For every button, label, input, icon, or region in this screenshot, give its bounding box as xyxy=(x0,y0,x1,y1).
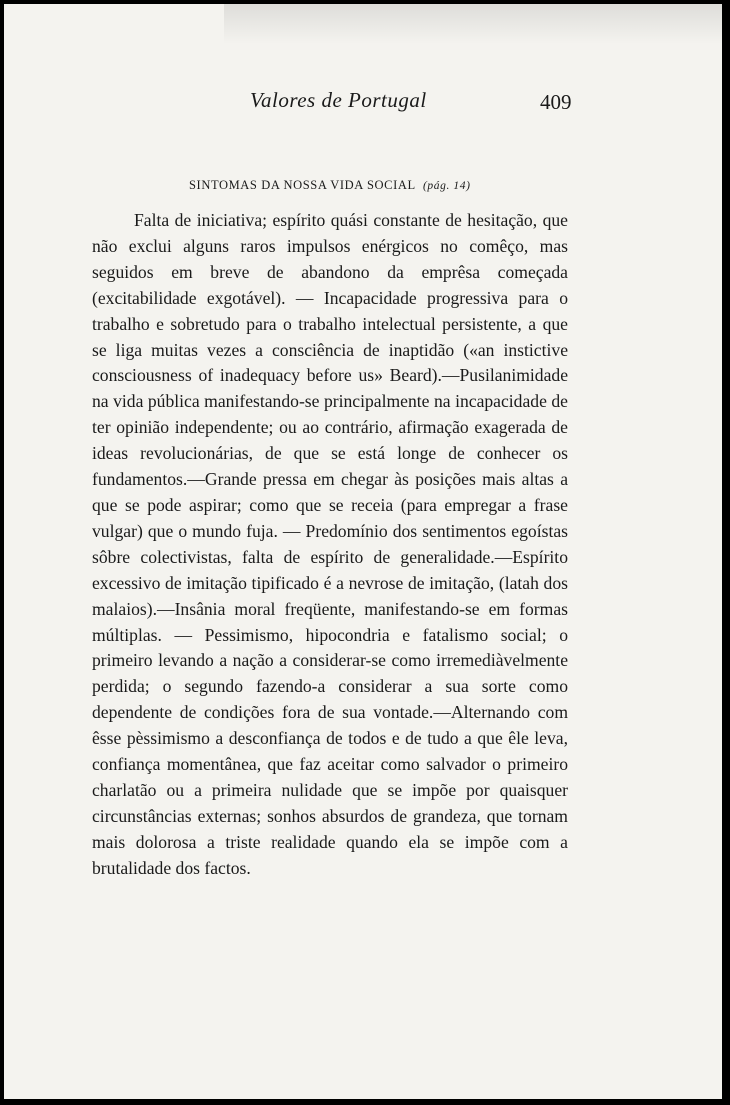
body-paragraph: Falta de iniciativa; espírito quási constante de hesitação, que não exclui alguns raros impulsos enérgicos no comêço, mas seguidos em breve de abandono da emprêsa começada (excitabilidade exgotável). — Incapacidade progressiva para o trabalho e sobretudo para o trabalho intelectual persistente, a que se liga muitas vezes a consciência de inaptidão («an instictive consciousness of inadequacy before us» Beard).—Pusilanimidade na vida pública manifestando-se principalmente na incapacidade de ter opinião independente; ou ao contrário, afirmação exagerada de ideas revolucionárias, de que se está longe de conhecer os fundamentos.—Grande pressa em chegar às posições mais altas a que se pode aspirar; como que se receia (para empregar a frase vulgar) que o mundo fuja. — Predomínio dos sentimentos egoístas sôbre colectivistas, falta de espírito de generalidade.—Espírito excessivo de imitação tipificado é a nevrose de imitação, (latah dos malaios).—Insânia moral freqüente, manifestando-se em formas múltiplas. — Pessimismo, hipocondria e fatalismo social; o primeiro levando a nação a considerar-se como irremediàvelmente perdida; o segundo fazendo-a considerar a sua sorte como dependente de condições fora de sua vontade.—Alternando com êsse pèssimismo a desconfiança de todos e de tudo a que êle leva, confiança momentânea, que faz aceitar como salvador o primeiro charlatão ou a primeira nulidade que se impõe por quaisquer circunstâncias externas; sonhos absurdos de grandeza, que tornam mais dolorosa a triste realidade quando ela se impõe com a brutalidade dos factos. xyxy=(92,210,568,878)
running-header xyxy=(4,88,722,122)
section-title: SINTOMAS DA NOSSA VIDA SOCIAL xyxy=(189,178,416,192)
book-page xyxy=(4,4,722,1099)
section-page-reference: (pág. 14) xyxy=(422,180,471,192)
scan-shadow xyxy=(224,4,722,44)
section-heading xyxy=(189,178,471,193)
running-title: Valores de Portugal xyxy=(250,88,427,112)
page-number: 409 xyxy=(540,90,572,114)
